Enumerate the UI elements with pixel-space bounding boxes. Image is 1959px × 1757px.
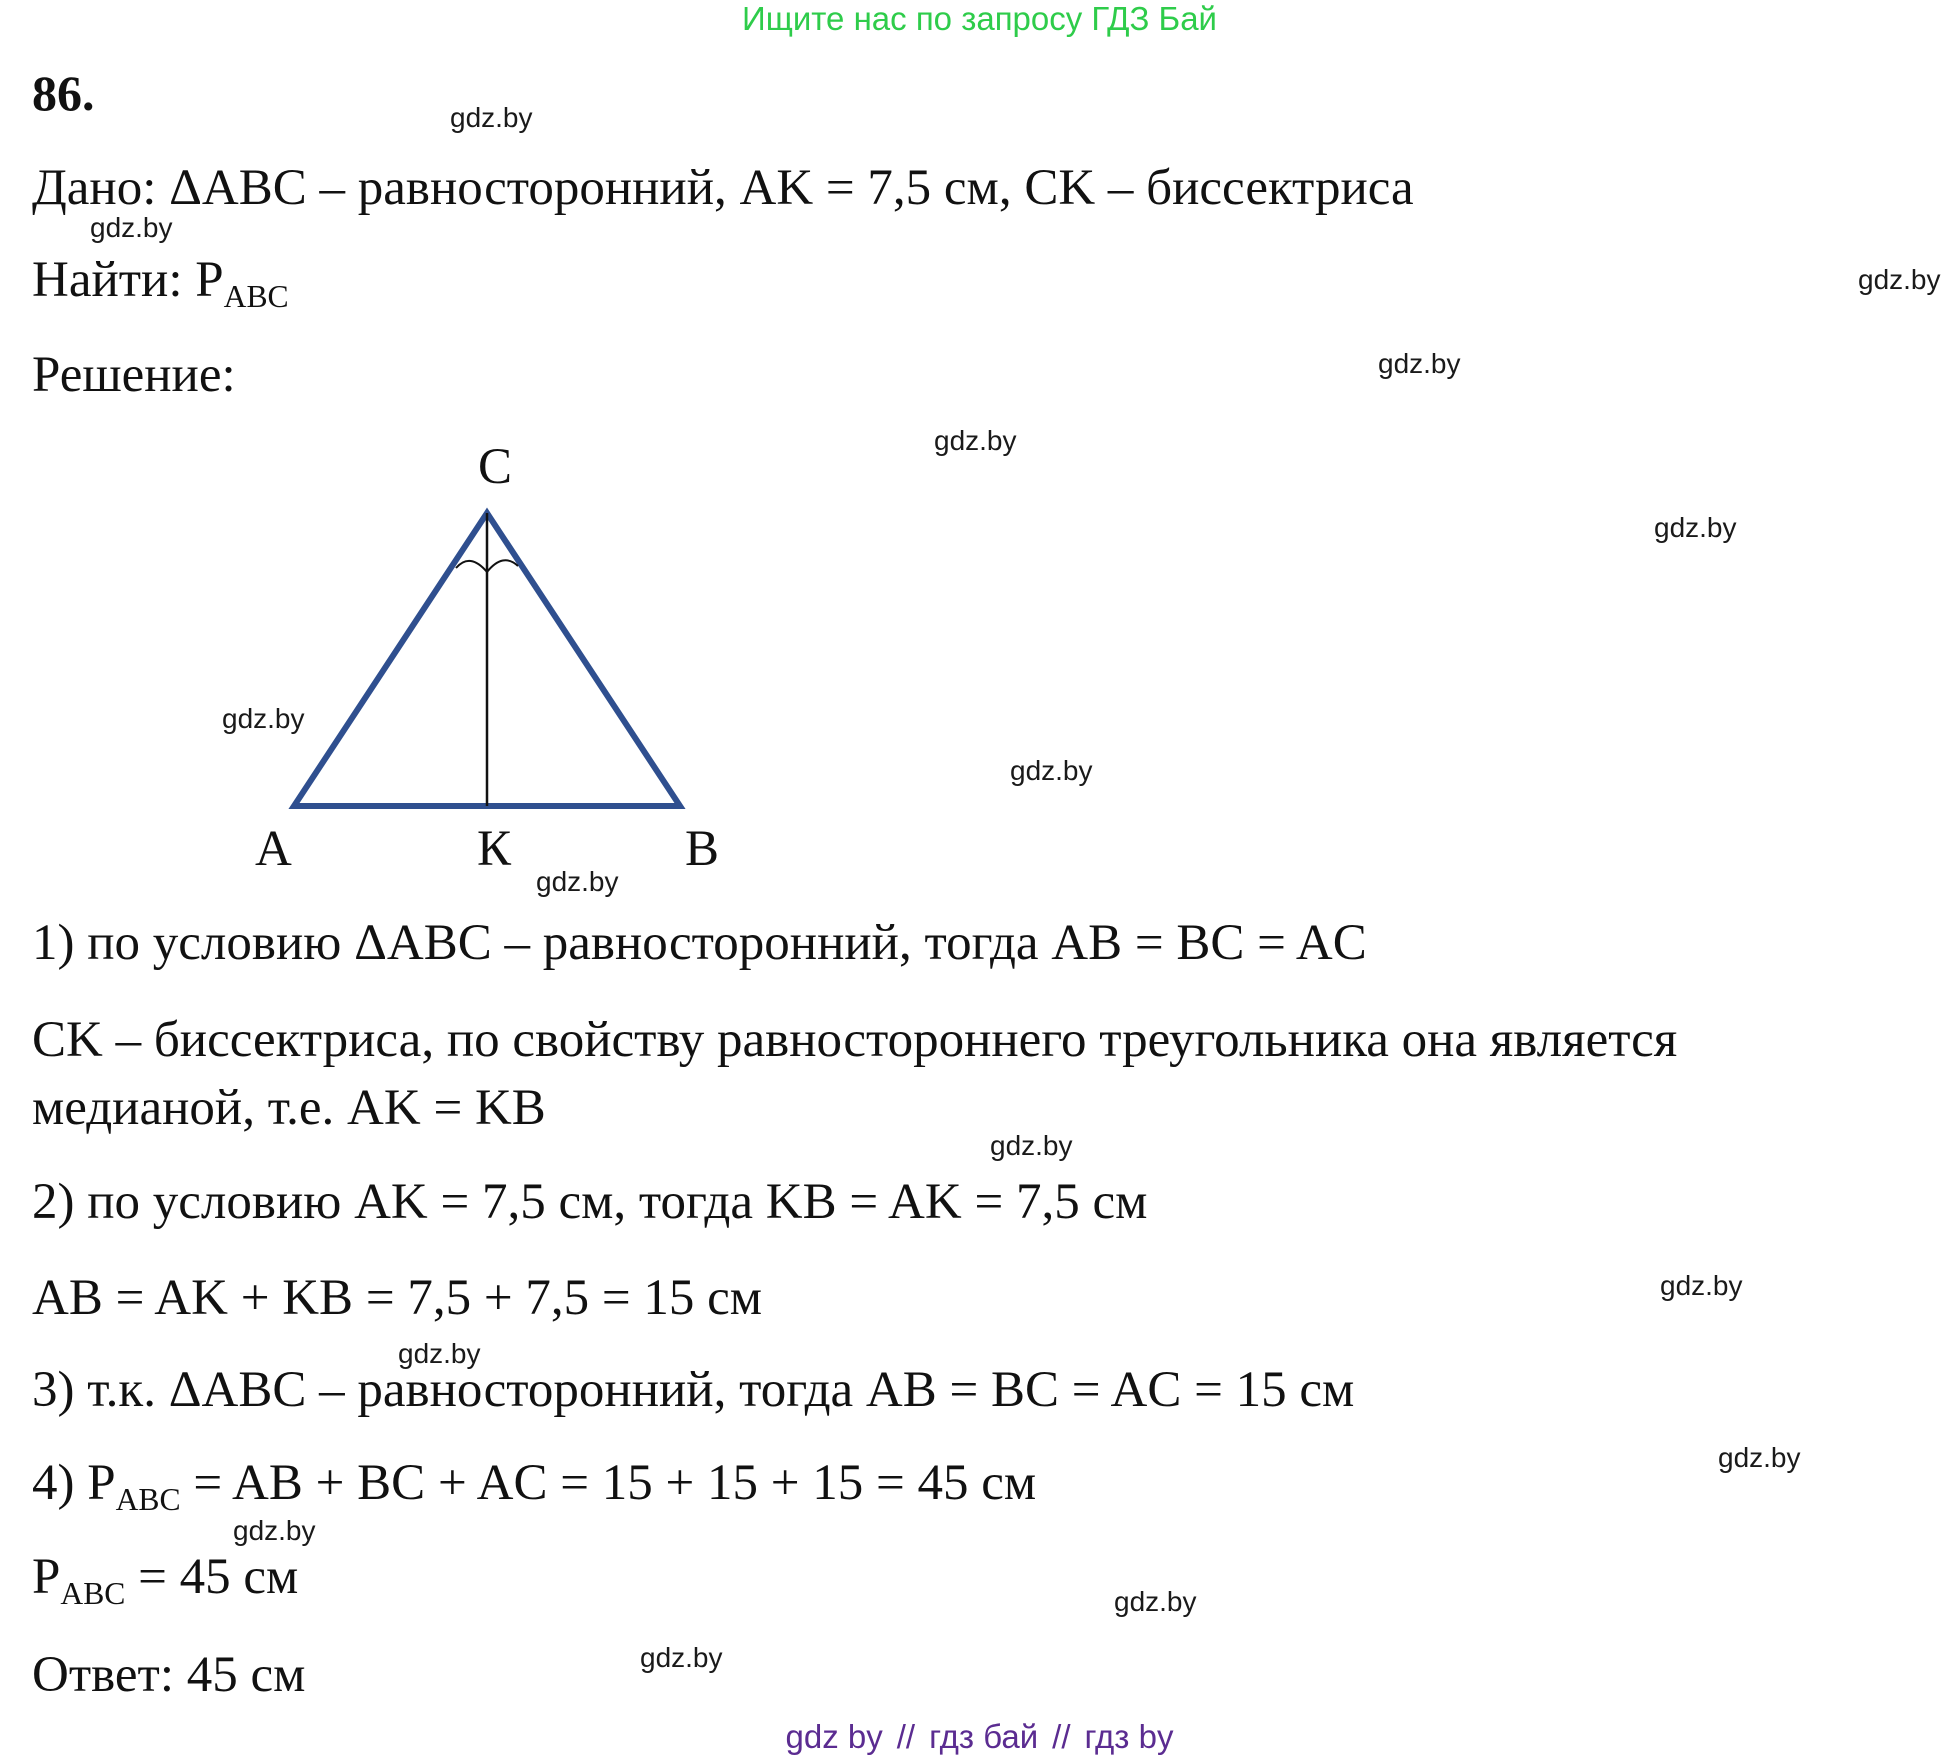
footer-gdz-by-cyr[interactable]: гдз by bbox=[1084, 1718, 1174, 1755]
step-1-line-2: CK – биссектриса, по свойству равностороннего треугольника она является bbox=[32, 1012, 1678, 1068]
watermark: gdz.by bbox=[1718, 1442, 1801, 1473]
vertex-label-c: C bbox=[478, 439, 513, 495]
step-2-line-2: AB = AK + KB = 7,5 + 7,5 = 15 см bbox=[32, 1270, 763, 1326]
watermark: gdz.by bbox=[934, 425, 1017, 456]
find-prefix: Найти: P bbox=[32, 252, 224, 308]
watermark: gdz.by bbox=[450, 102, 533, 133]
watermark: gdz.by bbox=[398, 1338, 481, 1369]
find-line bbox=[32, 250, 289, 315]
triangle-abc bbox=[294, 513, 680, 806]
result-line bbox=[32, 1547, 299, 1612]
watermark: gdz.by bbox=[1654, 512, 1737, 543]
footer-links bbox=[0, 1718, 1959, 1756]
watermark: gdz.by bbox=[1858, 264, 1941, 295]
find-sub: ABC bbox=[223, 279, 289, 315]
result-sub: ABC bbox=[60, 1576, 126, 1612]
step-4 bbox=[32, 1453, 1037, 1518]
vertex-label-k: К bbox=[477, 821, 512, 877]
watermark: gdz.by bbox=[233, 1515, 316, 1546]
top-banner: Ищите нас по запросу ГДЗ Бай bbox=[742, 0, 1217, 37]
watermark: gdz.by bbox=[990, 1130, 1073, 1161]
result-rest: = 45 см bbox=[125, 1549, 299, 1605]
footer-separator: // bbox=[896, 1718, 916, 1755]
angle-mark-left bbox=[456, 561, 487, 572]
watermark: gdz.by bbox=[222, 703, 305, 734]
step-1-line-3: медианой, т.е. AK = KB bbox=[32, 1080, 546, 1136]
step-4-sub: ABC bbox=[115, 1482, 181, 1518]
watermark: gdz.by bbox=[1378, 348, 1461, 379]
problem-number: 86. bbox=[32, 65, 95, 121]
step-1: 1) по условию ΔABC – равносторонний, тогда AB = BC = AC bbox=[32, 915, 1367, 971]
watermark: gdz.by bbox=[1010, 755, 1093, 786]
watermark: gdz.by bbox=[640, 1642, 723, 1673]
footer-gdz-bai[interactable]: гдз бай bbox=[929, 1718, 1039, 1755]
vertex-label-a: A bbox=[255, 821, 292, 877]
watermark: gdz.by bbox=[1114, 1586, 1197, 1617]
answer-line: Ответ: 45 см bbox=[32, 1647, 306, 1703]
watermark: gdz.by bbox=[1660, 1270, 1743, 1301]
step-4-prefix: 4) P bbox=[32, 1455, 116, 1511]
step-2: 2) по условию AK = 7,5 см, тогда KB = AK = 7,5 см bbox=[32, 1174, 1148, 1230]
step-4-rest: = AB + BC + AC = 15 + 15 + 15 = 45 см bbox=[180, 1455, 1037, 1511]
watermark: gdz.by bbox=[90, 212, 173, 243]
watermark: gdz.by bbox=[536, 866, 619, 897]
footer-separator: // bbox=[1052, 1718, 1071, 1755]
given-line: Дано: ΔABC – равносторонний, AK = 7,5 см, CK – биссектриса bbox=[32, 160, 1414, 216]
footer-gdz-by[interactable]: gdz by bbox=[785, 1718, 883, 1755]
step-3: 3) т.к. ΔABC – равносторонний, тогда AB = BC = AC = 15 см bbox=[32, 1362, 1355, 1418]
result-prefix: P bbox=[32, 1549, 61, 1605]
angle-mark-right bbox=[487, 560, 518, 572]
vertex-label-b: B bbox=[685, 821, 720, 877]
solution-heading: Решение: bbox=[32, 347, 236, 403]
